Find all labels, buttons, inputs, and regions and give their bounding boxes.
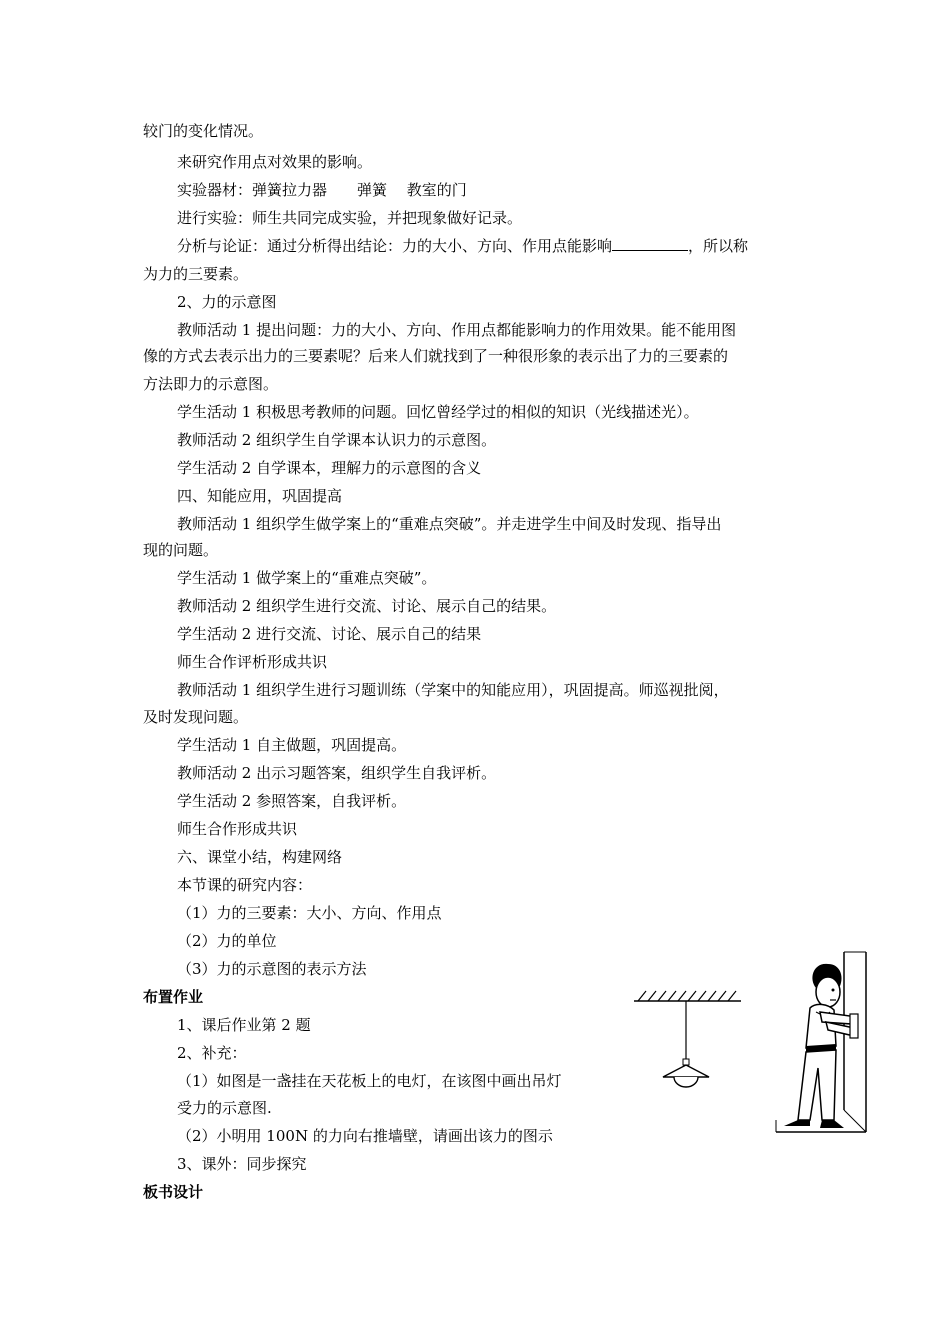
text-line: 教师活动 2 组织学生进行交流、讨论、展示自己的结果。 <box>177 597 557 615</box>
text-line: 学生活动 1 自主做题，巩固提高。 <box>177 736 407 754</box>
text-line: 像的方式去表示出力的三要素呢？后来人们就找到了一种很形象的表示出了力的三要素的 <box>143 347 729 365</box>
conclusion-text: 分析与论证：通过分析得出结论：力的大小、方向、作用点能影响 <box>177 237 613 255</box>
text-line: 学生活动 2 参照答案，自我评析。 <box>177 792 407 810</box>
text-line: 实验器材：弹簧拉力器 弹簧 教室的门 <box>177 181 467 199</box>
blackboard-design-heading: 板书设计 <box>143 1183 204 1201</box>
text-line: 师生合作形成共识 <box>177 820 298 838</box>
text-line: 及时发现问题。 <box>143 708 249 726</box>
text-line: （2）小明用 100N 的力向右推墙壁，请画出该力的图示 <box>177 1127 553 1145</box>
text-line: 教师活动 2 出示习题答案，组织学生自我评析。 <box>177 764 497 782</box>
text-line: 进行实验：师生共同完成实验，并把现象做好记录。 <box>177 209 523 227</box>
text-line: 为力的三要素。 <box>143 265 249 283</box>
text-line: 学生活动 2 进行交流、讨论、展示自己的结果 <box>177 625 482 643</box>
text-line: 教师活动 1 组织学生做学案上的“重难点突破”。并走进学生中间及时发现、指导出 <box>177 515 722 533</box>
text-line: 受力的示意图. <box>177 1099 272 1117</box>
man-pushing-wall-figure <box>770 950 880 1135</box>
section-heading: 四、知能应用，巩固提高 <box>177 487 343 505</box>
text-line: 师生合作评析形成共识 <box>177 653 328 671</box>
text-line: 3、课外：同步探究 <box>177 1155 307 1173</box>
text-line: 教师活动 1 组织学生进行习题训练（学案中的知能应用），巩固提高。师巡视批阅， <box>177 681 729 699</box>
text-line: 来研究作用点对效果的影响。 <box>177 153 373 171</box>
text-line: 学生活动 2 自学课本，理解力的示意图的含义 <box>177 459 482 477</box>
fill-in-blank[interactable] <box>612 236 688 251</box>
text-line: 1、课后作业第 2 题 <box>177 1016 311 1034</box>
conclusion-text-end: ，所以称 <box>688 237 749 255</box>
text-line: 本节课的研究内容： <box>177 876 313 894</box>
text-line: 2、补充： <box>177 1044 247 1062</box>
text-line: 学生活动 1 做学案上的“重难点突破”。 <box>177 569 437 587</box>
text-line: 较门的变化情况。 <box>143 122 264 140</box>
text-line <box>177 236 748 256</box>
list-item: （3）力的示意图的表示方法 <box>177 960 367 978</box>
text-line: 方法即力的示意图。 <box>143 375 279 393</box>
section-heading: 六、课堂小结，构建网络 <box>177 848 343 866</box>
hanging-lamp-figure <box>630 985 745 1095</box>
list-item: （2）力的单位 <box>177 932 277 950</box>
homework-heading: 布置作业 <box>143 988 204 1006</box>
text-line: 学生活动 1 积极思考教师的问题。回忆曾经学过的相似的知识（光线描述光）。 <box>177 403 699 421</box>
text-line: （1）如图是一盏挂在天花板上的电灯，在该图中画出吊灯 <box>177 1072 562 1090</box>
text-line: 现的问题。 <box>143 541 219 559</box>
text-line: 教师活动 2 组织学生自学课本认识力的示意图。 <box>177 431 497 449</box>
section-heading: 2、力的示意图 <box>177 293 277 311</box>
list-item: （1）力的三要素：大小、方向、作用点 <box>177 904 442 922</box>
text-line: 教师活动 1 提出问题：力的大小、方向、作用点都能影响力的作用效果。能不能用图 <box>177 321 737 339</box>
